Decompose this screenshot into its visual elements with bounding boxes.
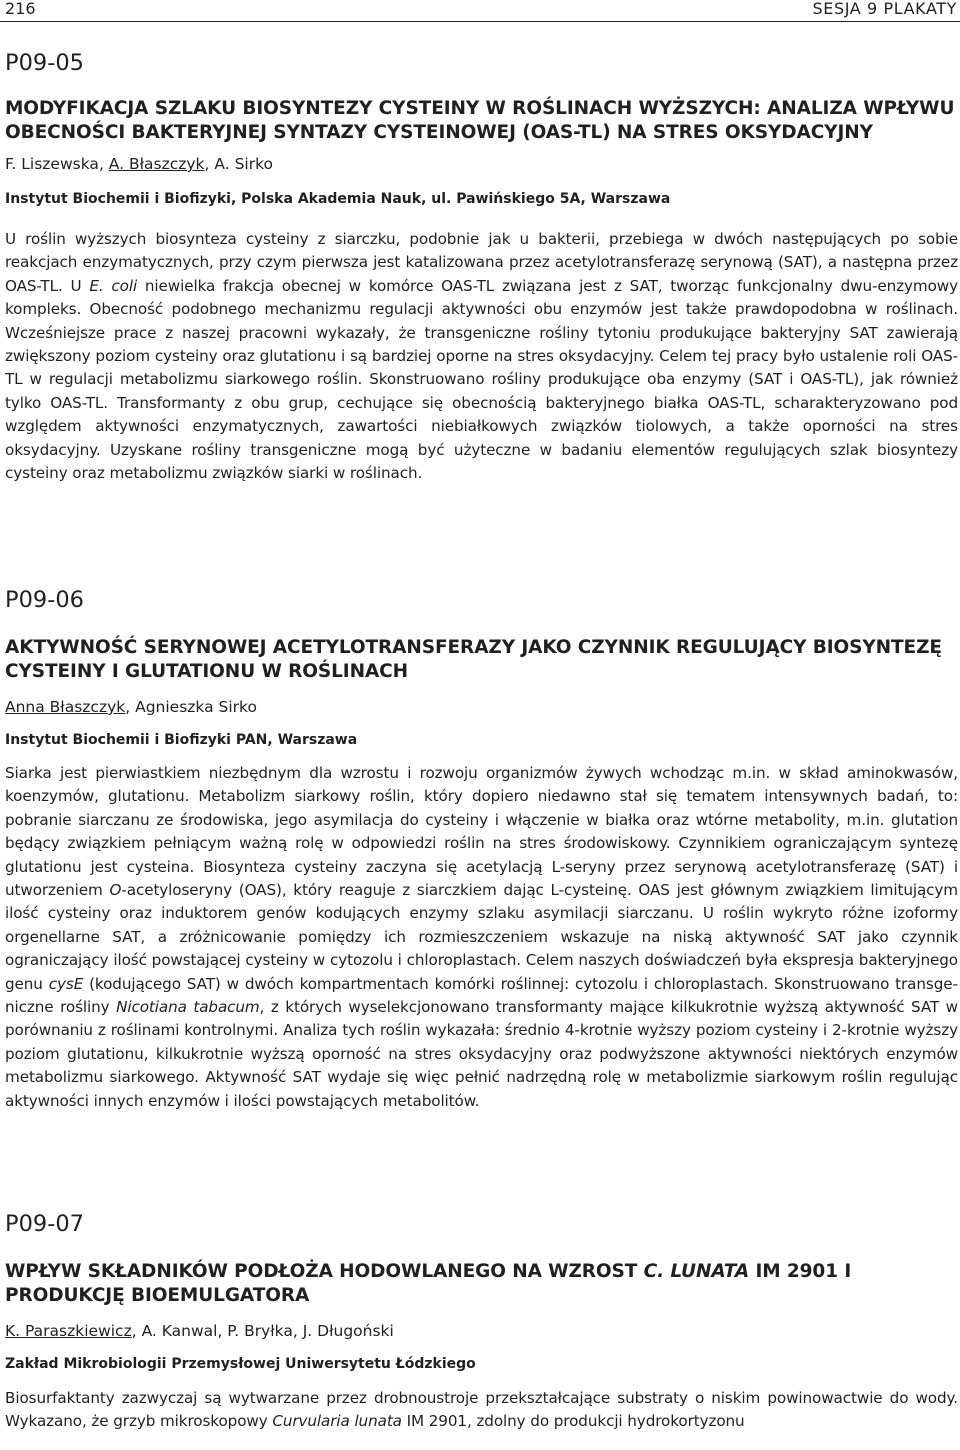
abstract-institution: Zakład Mikrobiologii Przemysłowej Uniwersytetu Łódzkiego: [5, 1356, 476, 1372]
title-italic: C. LUNATA: [643, 1261, 750, 1282]
body-text: U roślin wyższych biosynteza cysteiny z siarczku, podobnie jak u bakterii, przebiega w dwóch następujących po sobie reakcjach enzymatycznych, przy czym pierwsza jest katalizowana przez acetylotransferazę serynową (SAT), a następna przez OAS-TL. U: [5, 230, 958, 295]
author-name: , A. Kanwal, P. Bryłka, J. Długoński: [131, 1322, 394, 1340]
running-header: [0, 0, 960, 22]
author-name: , A. Sirko: [204, 155, 274, 173]
author-separator: ,: [98, 155, 109, 173]
body-italic: cysE: [48, 974, 84, 993]
abstract-p09-07: [5, 1210, 958, 1450]
abstract-title: MODYFIKACJA SZLAKU BIOSYNTEZY CYSTEINY W ROŚLINACH WYŻSZYCH: ANALIZA WPŁYWU OBECNOŚCI BAKTERYJNEJ SYNTAZY CYSTEINOWEJ (OAS-TL) NA STRES OKSYDACYJNY: [5, 98, 955, 143]
abstract-authors: [5, 697, 958, 717]
presenting-author: A. Błaszczyk: [108, 155, 205, 173]
body-text: -acetyloseryny (OAS), który reaguje z siarczkiem dając L-cysteinę. OAS jest głównym związkiem limitującym ilość cysteiny oraz induktorem genów kodujących enzymy szlaku asymilacji siarczanu. U roślin wykryto różne izoformy orgenellarne SAT, a zróżnicowanie pomiędzy ich rozmieszczeniem wskazuje na niską aktywność SAT jako czynnik ograniczający ilość powstającej cysteiny w cytozolu i chloroplastach. Celem naszych doświadczeń była ekspresja bakteryjnego genu: [5, 881, 959, 993]
abstract-authors: [5, 1321, 958, 1341]
body-text: IM 2901, zdolny do produkcji hydrokortyzonu: [401, 1412, 745, 1431]
title-text: IM 2901 I PRODUKCJĘ BIOEMULGATORA: [5, 1261, 852, 1306]
abstract-code: P09-07: [5, 1211, 84, 1237]
body-text: Siarka jest pierwiastkiem niezbędnym dla wzrostu i rozwoju organizmów żywych wchodząc m.in. w skład aminokwasów, koenzymów, glutationu. Metabolizm siarkowy roślin, który dopiero niedawno stał się tematem intensywnych badań, to: pobranie siarczanu ze środowiska, jego asymilacja do cysteiny i włączenie w białka oraz wtórne metabolity, m.in. glutation będący związkiem pełniącym ważną rolę w odpowiedzi roślin na stres środowiskowy. Czynnikiem ograniczającym syntezę glutationu jest cysteina. Biosynteza cysteiny zaczyna się acetylacją L-seryny przez serynową acetylotransferazę (SAT) i utworzeniem: [5, 764, 958, 900]
title-text: WPŁYW SKŁADNIKÓW PODŁOŻA HODOWLANEGO NA WZROST: [5, 1261, 644, 1282]
session-title: SESJA 9 PLAKATY: [812, 0, 957, 18]
presenting-author: K. Paraszkiewicz: [5, 1322, 132, 1340]
body-text: Biosurfaktanty zazwyczaj są wytwarzane przez drobnoustroje przekształcające substraty o niskim powinowactwie do wody. Wykazano, że grzyb mikroskopowy: [5, 1389, 958, 1431]
body-italic: Curvularia lunata: [272, 1412, 402, 1431]
abstract-body: [5, 1387, 958, 1434]
abstract-p09-06: [5, 586, 958, 1113]
body-text: (kodującego SAT) w dwóch kompartmentach komórki roślinnej: cytozolu i chloroplastach. Skonstruowano transgeniczne rośliny: [5, 974, 958, 1017]
abstract-code: P09-05: [5, 50, 84, 76]
abstract-body: [5, 228, 958, 485]
presenting-author: Anna Błaszczyk: [5, 698, 126, 716]
abstract-title: AKTYWNOŚĆ SERYNOWEJ ACETYLOTRANSFERAZY JAKO CZYNNIK REGULUJĄCY BIOSYNTEZĘ CYSTEINY I GLUTATIONU W ROŚLINACH: [5, 637, 942, 682]
abstract-institution: Instytut Biochemii i Biofizyki, Polska Akademia Nauk, ul. Pawińskiego 5A, Warszawa: [5, 191, 671, 207]
body-italic: E. coli: [89, 276, 138, 295]
abstract-title: [5, 1260, 958, 1307]
abstract-institution: Instytut Biochemii i Biofizyki PAN, Warszawa: [5, 732, 358, 748]
body-text: niewielka frakcja obecnej w komórce OAS-TL związana jest z SAT, tworząc funkcjonalny dwu-enzymowy kompleks. Obecność podobnego mechanizmu regulacji aktywności obu enzymów jest także prawdopodobna w roślinach. Wcześniejsze prace z naszej pracowni wykazały, że transgeniczne rośliny tytoniu produkujące bakteryjny SAT zawierają zwiększony poziom cysteiny oraz glutationu i są bardziej oporne na stres oksydacyjny. Celem tej pracy było ustalenie roli OAS-TL w regulacji metabolizmu siarkowego roślin. Skonstruowano rośliny produkujące oba enzymy (SAT i OAS-TL), jak również tylko OAS-TL. Transformanty z obu grup, cechujące się obecnością bakteryjnego białka OAS-TL, scharakteryzowano pod względem aktywności enzymatycznych, zawartości niebiałkowych związków tiolowych, a także oporności na stres oksydacyjny. Uzyskane rośliny transgeniczne mogą być użyteczne w badaniu elementów regulujących szlak biosyntezy cysteiny oraz metabolizmu związków siarki w roślinach.: [5, 276, 959, 483]
abstract-authors: [5, 154, 958, 174]
author-name: , Agnieszka Sirko: [125, 698, 257, 716]
abstract-p09-05: [5, 49, 958, 485]
abstract-body: [5, 762, 958, 1113]
body-italic: O: [109, 881, 122, 900]
body-text: , z których wyselekcjonowano transformanty mające kilkukrotnie wyższą aktywność SAT w porównaniu z roślinami kontrolnymi. Analiza tych roślin wykazała: średnio 4-krotnie wyższy poziom cysteiny i 2-krotnie wyższy poziom glutationu, kilkukrotnie wyższą oporność na stres oksydacyjny oraz podwyższone aktywności niektórych enzymów metabolizmu siarkowego. Aktywność SAT wydaje się więc pełnić nadrzędną rolę w metabolizmie siarkowym roślin regulując aktywności innych enzymów i ilości powstających metabolitów.: [5, 998, 958, 1110]
author-name: F. Liszewska: [5, 155, 99, 173]
abstract-code: P09-06: [5, 587, 84, 613]
page-number: 216: [5, 0, 36, 18]
body-italic: Nicotiana tabacum: [116, 998, 260, 1017]
